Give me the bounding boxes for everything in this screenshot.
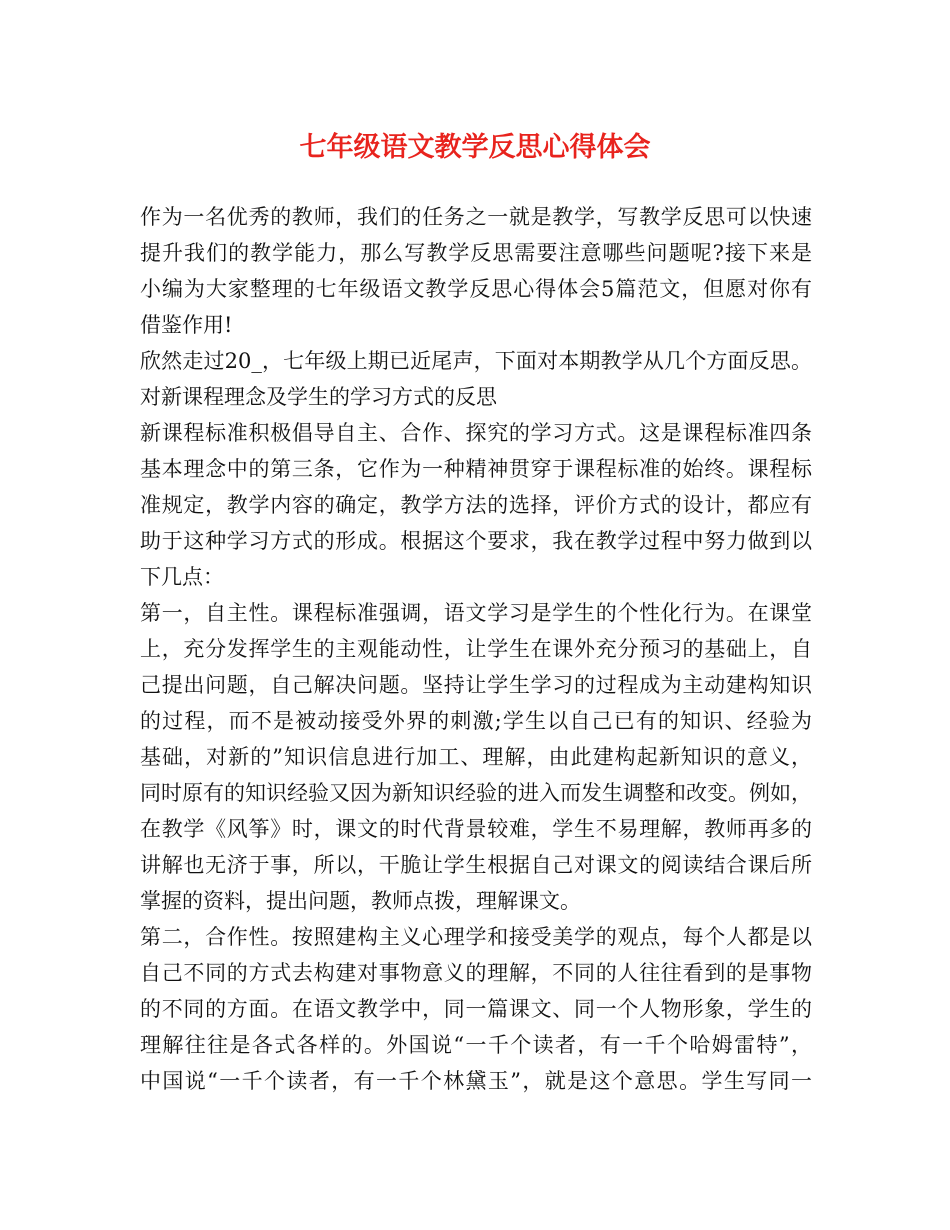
body-line: 欣然走过20_，七年级上期已近尾声，下面对本期教学从几个方面反思。 [140, 349, 812, 373]
body-line: 在教学《风筝》时，课文的时代背景较难，学生不易理解，教师再多的 [140, 817, 812, 841]
body-line: 新课程标准积极倡导自主、合作、探究的学习方式。这是课程标准四条 [140, 421, 812, 445]
body-line: 下几点： [140, 565, 224, 589]
body-line: 借鉴作用! [140, 313, 233, 337]
body-line: 作为一名优秀的教师，我们的任务之一就是教学，写教学反思可以快速 [140, 205, 812, 229]
body-line: 准规定，教学内容的确定，教学方法的选择，评价方式的设计，都应有 [140, 493, 812, 517]
body-line: 讲解也无济于事，所以，干脆让学生根据自己对课文的阅读结合课后所 [140, 853, 812, 877]
document-body [140, 199, 812, 1099]
body-line: 同时原有的知识经验又因为新知识经验的进入而发生调整和改变。例如， [140, 781, 812, 805]
body-line: 己提出问题，自己解决问题。坚持让学生学习的过程成为主动建构知识 [140, 673, 812, 697]
body-line: 的过程，而不是被动接受外界的刺激;学生以自己已有的知识、经验为 [140, 709, 812, 733]
body-line: 掌握的资料，提出问题，教师点拨，理解课文。 [140, 889, 581, 913]
body-line: 提升我们的教学能力，那么写教学反思需要注意哪些问题呢?接下来是 [140, 241, 812, 265]
body-line: 第一，自主性。课程标准强调，语文学习是学生的个性化行为。在课堂 [140, 601, 812, 625]
body-line: 第二，合作性。按照建构主义心理学和接受美学的观点，每个人都是以 [140, 925, 812, 949]
body-line: 自己不同的方式去构建对事物意义的理解，不同的人往往看到的是事物 [140, 961, 812, 985]
body-line: 中国说“一千个读者，有一千个林黛玉”，就是这个意思。学生写同一 [140, 1069, 812, 1093]
body-line: 小编为大家整理的七年级语文教学反思心得体会5篇范文，但愿对你有 [140, 277, 812, 301]
document-title: 七年级语文教学反思心得体会 [299, 132, 651, 163]
body-line: 上，充分发挥学生的主观能动性，让学生在课外充分预习的基础上，自 [140, 637, 812, 661]
body-line: 的不同的方面。在语文教学中，同一篇课文、同一个人物形象，学生的 [140, 997, 812, 1021]
body-line: 助于这种学习方式的形成。根据这个要求，我在教学过程中努力做到以 [140, 529, 812, 553]
body-line: 基础，对新的”知识信息进行加工、理解，由此建构起新知识的意义， [140, 745, 812, 769]
body-line: 理解往往是各式各样的。外国说“一千个读者，有一千个哈姆雷特”， [140, 1033, 812, 1057]
body-line: 基本理念中的第三条，它作为一种精神贯穿于课程标准的始终。课程标 [140, 457, 812, 481]
body-line: 对新课程理念及学生的学习方式的反思 [140, 385, 497, 409]
